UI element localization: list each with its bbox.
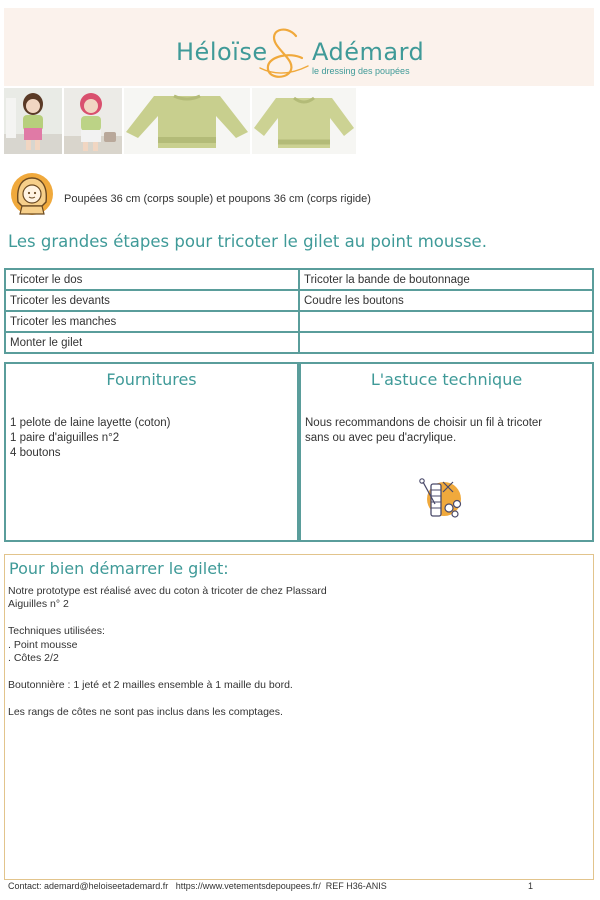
start-instructions xyxy=(8,585,327,719)
instruction-line: Aiguilles n° 2 xyxy=(8,598,69,611)
table-cell: Tricoter la bande de boutonnage xyxy=(299,269,593,290)
doll-face-icon xyxy=(10,172,54,221)
cardigan-front-photo xyxy=(252,88,356,154)
table-row xyxy=(5,332,593,353)
list-item: 1 paire d'aiguilles n°2 xyxy=(10,432,120,444)
brand-name-left: Héloïse xyxy=(176,38,268,66)
doll-hood-cardigan-photo xyxy=(64,88,122,154)
table-cell: Tricoter le dos xyxy=(5,269,299,290)
table-cell xyxy=(299,332,593,353)
table-row xyxy=(5,311,593,332)
instruction-line: . Point mousse xyxy=(8,638,78,651)
footer-contact: Contact: ademard@heloiseetademard.fr https://www.vetementsdepoupees.fr/ REF H36-ANIS xyxy=(8,881,387,891)
table-cell: Monter le gilet xyxy=(5,332,299,353)
table-row xyxy=(5,269,593,290)
list-item: 1 pelote de laine layette (coton) xyxy=(10,417,171,429)
cardigan-back-photo xyxy=(124,88,250,154)
tip-line: Nous recommandons de choisir un fil à tricoter xyxy=(305,417,543,429)
brand-tagline: le dressing des poupées xyxy=(312,66,410,76)
page-title: Les grandes étapes pour tricoter le gilet au point mousse. xyxy=(8,232,487,251)
header-banner xyxy=(4,8,594,86)
instruction-line: Les rangs de côtes ne sont pas inclus dans les comptages. xyxy=(8,705,283,718)
tip-title: L'astuce technique xyxy=(370,370,523,389)
doll-size-text: Poupées 36 cm (corps souple) et poupons 36 cm (corps rigide) xyxy=(64,193,371,205)
doll-size-row xyxy=(6,172,596,220)
tip-box xyxy=(299,362,594,542)
start-title: Pour bien démarrer le gilet: xyxy=(9,559,229,578)
instruction-line: Boutonnière : 1 jeté et 2 mailles ensemble à 1 maille du bord. xyxy=(8,678,293,691)
instruction-line xyxy=(8,692,327,705)
doll-green-cardigan-photo xyxy=(4,88,62,154)
ampersand-logo-icon xyxy=(256,22,312,87)
start-section xyxy=(4,554,594,880)
supplies-list xyxy=(10,416,170,461)
table-cell xyxy=(299,311,593,332)
steps-table xyxy=(4,268,594,354)
page-number: 1 xyxy=(528,881,534,891)
instruction-line: . Côtes 2/2 xyxy=(8,652,59,665)
table-cell: Tricoter les devants xyxy=(5,290,299,311)
list-item: 4 boutons xyxy=(10,447,61,459)
supplies-box xyxy=(4,362,299,542)
supplies-title: Fournitures xyxy=(106,370,197,389)
brand-name-right: Adémard xyxy=(312,38,425,66)
instruction-line xyxy=(8,612,327,625)
instruction-line: Notre prototype est réalisé avec du coton à tricoter de chez Plassard xyxy=(8,585,327,597)
instruction-line: Techniques utilisées: xyxy=(8,625,105,638)
tip-text xyxy=(305,416,542,446)
table-row xyxy=(5,290,593,311)
table-cell: Tricoter les manches xyxy=(5,311,299,332)
table-cell: Coudre les boutons xyxy=(299,290,593,311)
sewing-tools-icon xyxy=(417,474,467,529)
info-boxes xyxy=(4,362,594,542)
tip-line: sans ou avec peu d'acrylique. xyxy=(305,432,457,444)
instruction-line xyxy=(8,665,327,678)
